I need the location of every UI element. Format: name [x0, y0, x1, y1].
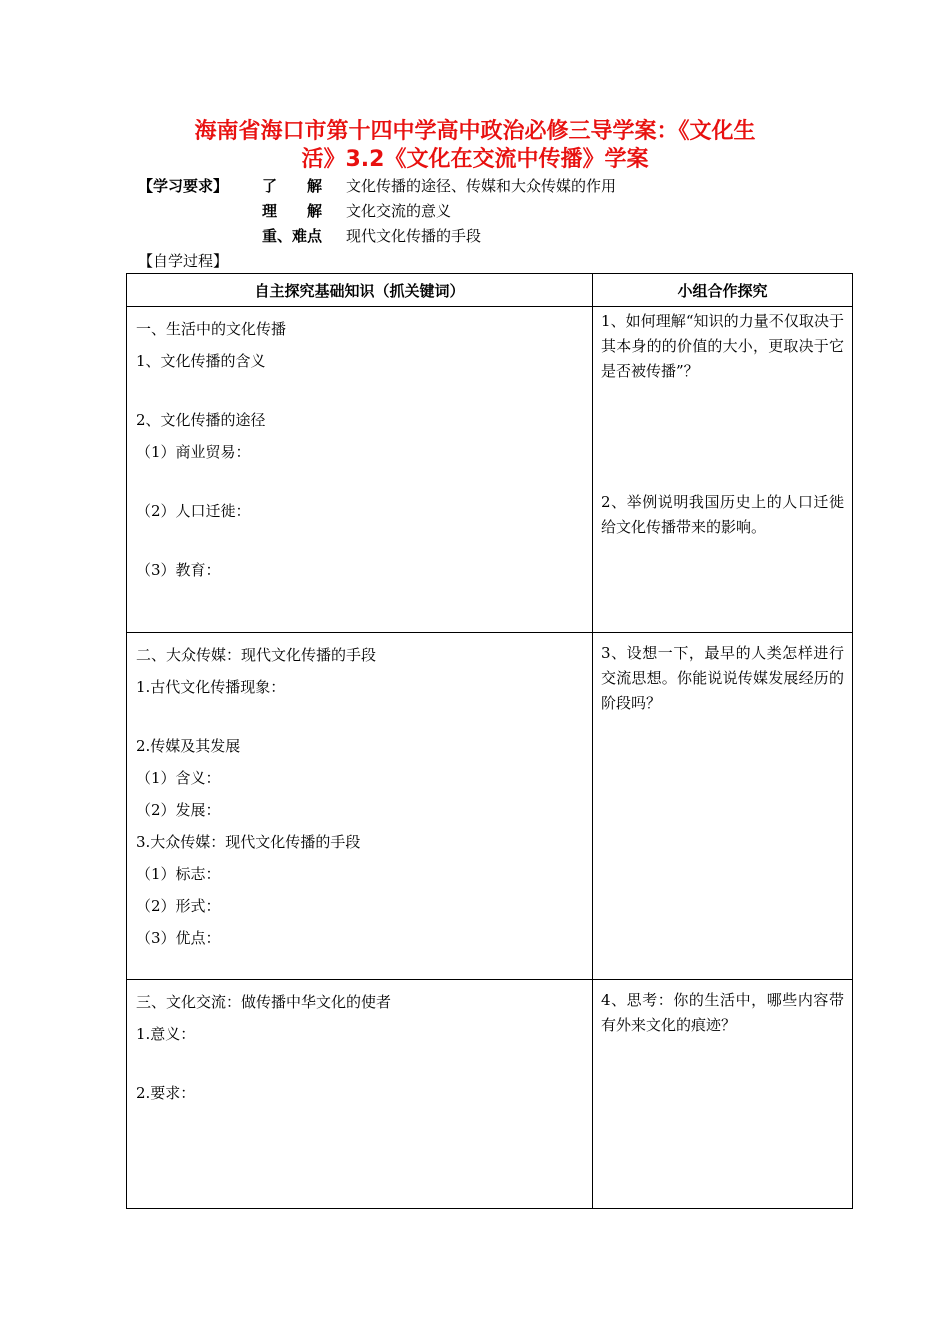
list-item: （3）优点：: [136, 929, 221, 947]
list-item: 2.传媒及其发展: [136, 737, 241, 755]
table-row: [127, 633, 853, 980]
row3-right-cell: [593, 980, 853, 1209]
row1-left-cell: [127, 307, 593, 633]
list-item: 2、文化传播的途径: [136, 411, 266, 429]
question-4: 4、思考：你的生活中，哪些内容带有外来文化的痕迹？: [601, 991, 844, 1034]
requirements-label: 【学习要求】: [138, 177, 229, 195]
requirement-key-3: 重、难点: [262, 227, 323, 245]
row3-left-cell: [127, 980, 593, 1209]
question-2: 2、举例说明我国历史上的人口迁徙给文化传播带来的影响。: [601, 493, 844, 536]
section-heading: 二、大众传媒：现代文化传播的手段: [136, 646, 377, 664]
row1-right-cell: [593, 307, 853, 633]
list-item: （1）商业贸易：: [136, 443, 251, 461]
row2-right-cell: [593, 633, 853, 980]
requirement-key-2: 理 解: [262, 202, 323, 220]
section-heading: 一、生活中的文化传播: [136, 320, 287, 338]
title-line-2: 活》3.2《文化在交流中传播》学案: [301, 147, 649, 172]
list-item: 1.意义：: [136, 1025, 196, 1043]
list-item: （3）教育：: [136, 561, 221, 579]
list-item: 3.大众传媒：现代文化传播的手段: [136, 833, 361, 851]
list-item: 1、文化传播的含义: [136, 352, 266, 370]
table-row: [127, 980, 853, 1209]
requirement-text-1: 文化传播的途径、传媒和大众传媒的作用: [346, 177, 617, 195]
list-item: 1.古代文化传播现象：: [136, 678, 286, 696]
table-row: [127, 307, 853, 633]
list-item: （1）含义：: [136, 769, 221, 787]
requirement-text-3: 现代文化传播的手段: [346, 227, 482, 245]
list-item: （2）形式：: [136, 897, 221, 915]
list-item: 2.要求：: [136, 1084, 196, 1102]
question-1: 1、如何理解“知识的力量不仅取决于其本身的的价值的大小，更取决于它是否被传播”？: [601, 312, 844, 380]
process-label: 【自学过程】: [138, 252, 229, 270]
requirement-text-2: 文化交流的意义: [346, 202, 452, 220]
list-item: （2）发展：: [136, 801, 221, 819]
list-item: （1）标志：: [136, 865, 221, 883]
section-heading: 三、文化交流：做传播中华文化的使者: [136, 993, 392, 1011]
study-table: [126, 273, 853, 1209]
row2-left-cell: [127, 633, 593, 980]
document-title: [150, 118, 800, 174]
list-item: （2）人口迁徙：: [136, 502, 251, 520]
question-3: 3、设想一下，最早的人类怎样进行交流思想。你能说说传媒发展经历的阶段吗？: [601, 644, 844, 712]
header-self-study: 自主探究基础知识（抓关键词）: [127, 274, 593, 307]
title-line-1: 海南省海口市第十四中学高中政治必修三导学案：《文化生: [194, 119, 756, 144]
requirement-key-1: 了 解: [262, 177, 323, 195]
header-group-study: 小组合作探究: [593, 274, 853, 307]
table-header-row: [127, 274, 853, 307]
